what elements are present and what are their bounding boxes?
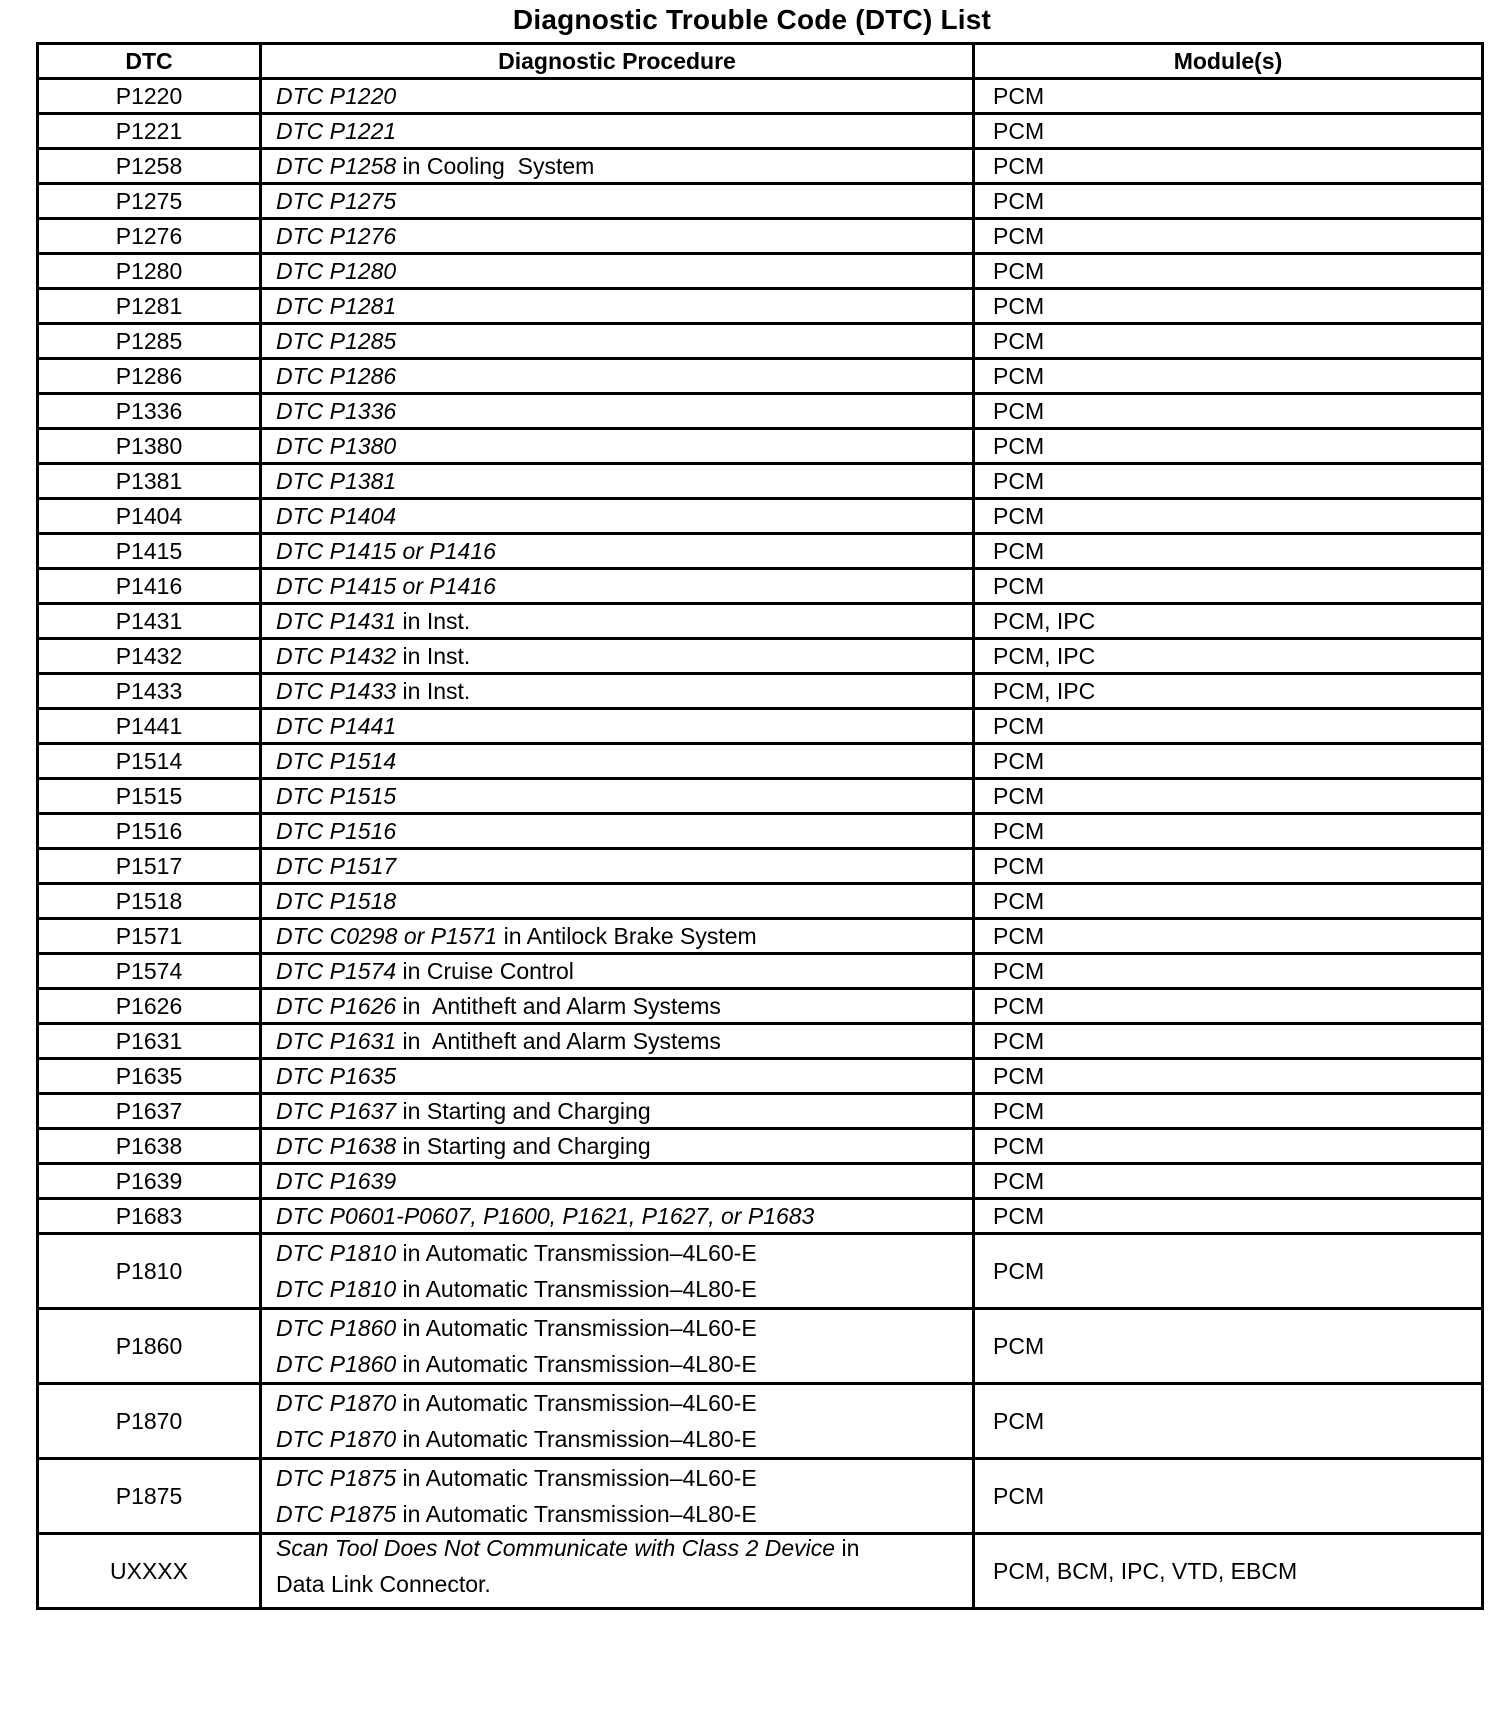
modules-cell: PCM	[974, 954, 1483, 989]
procedure-reference-link: DTC P1875	[276, 1465, 397, 1491]
procedure-line	[276, 1133, 958, 1160]
procedure-line	[276, 1310, 958, 1346]
table-row	[38, 324, 1483, 359]
procedure-location-text: in Automatic Transmission–4L60-E	[396, 1315, 757, 1341]
procedure-line	[276, 783, 958, 810]
procedure-cell	[261, 149, 974, 184]
procedure-line	[276, 643, 958, 670]
table-row	[38, 884, 1483, 919]
table-header-row	[38, 44, 1483, 79]
modules-cell: PCM, IPC	[974, 639, 1483, 674]
modules-cell: PCM, IPC	[974, 674, 1483, 709]
procedure-cell	[261, 569, 974, 604]
modules-cell: PCM	[974, 464, 1483, 499]
procedure-cell	[261, 114, 974, 149]
procedure-reference-link: DTC P1515	[276, 782, 397, 809]
procedure-cell	[261, 1309, 974, 1384]
procedure-line	[276, 1203, 958, 1230]
modules-cell: PCM, IPC	[974, 604, 1483, 639]
table-row	[38, 1384, 1483, 1459]
procedure-reference-link: DTC P1870	[276, 1390, 397, 1416]
procedure-cell	[261, 639, 974, 674]
dtc-code-cell: P1416	[38, 569, 261, 604]
dtc-code-cell: P1431	[38, 604, 261, 639]
column-header-procedure: Diagnostic Procedure	[261, 44, 974, 79]
procedure-line	[276, 363, 958, 390]
procedure-line	[276, 748, 958, 775]
procedure-cell	[261, 254, 974, 289]
procedure-reference-link: DTC P1860	[276, 1315, 397, 1341]
procedure-line	[276, 678, 958, 705]
modules-cell: PCM	[974, 744, 1483, 779]
procedure-cell	[261, 1059, 974, 1094]
modules-cell: PCM	[974, 1094, 1483, 1129]
procedure-reference-link: Scan Tool Does Not Communicate with Class 2 Device	[276, 1535, 836, 1561]
table-row	[38, 1199, 1483, 1234]
procedure-cell	[261, 1164, 974, 1199]
procedure-cell	[261, 1384, 974, 1459]
dtc-code-cell: P1639	[38, 1164, 261, 1199]
table-row	[38, 394, 1483, 429]
procedure-reference-link: DTC P1514	[276, 747, 397, 774]
dtc-code-cell: P1516	[38, 814, 261, 849]
procedure-reference-link: DTC P1631	[276, 1027, 397, 1054]
dtc-code-cell: P1276	[38, 219, 261, 254]
table-row	[38, 569, 1483, 604]
dtc-code-cell: P1258	[38, 149, 261, 184]
column-header-modules: Module(s)	[974, 44, 1483, 79]
table-row	[38, 779, 1483, 814]
modules-cell: PCM	[974, 289, 1483, 324]
procedure-line	[276, 1421, 958, 1457]
procedure-reference-link: DTC P1517	[276, 852, 397, 879]
modules-cell: PCM	[974, 149, 1483, 184]
procedure-line	[276, 958, 958, 985]
dtc-code-cell: P1631	[38, 1024, 261, 1059]
procedure-cell	[261, 744, 974, 779]
table-row	[38, 499, 1483, 534]
modules-cell: PCM	[974, 114, 1483, 149]
procedure-reference-link: DTC P1220	[276, 82, 397, 109]
procedure-line	[276, 1385, 958, 1421]
modules-cell: PCM	[974, 1164, 1483, 1199]
modules-cell: PCM	[974, 1234, 1483, 1309]
procedure-reference-link: DTC P1639	[276, 1167, 397, 1194]
modules-cell: PCM	[974, 254, 1483, 289]
procedure-location-text: in Automatic Transmission–4L80-E	[396, 1501, 757, 1527]
dtc-code-cell: P1275	[38, 184, 261, 219]
table-row	[38, 639, 1483, 674]
procedure-cell	[261, 394, 974, 429]
table-row	[38, 534, 1483, 569]
procedure-line	[276, 1571, 958, 1607]
modules-cell: PCM	[974, 1129, 1483, 1164]
procedure-reference-link: DTC P1380	[276, 432, 397, 459]
procedure-line	[276, 1028, 958, 1055]
modules-cell: PCM	[974, 219, 1483, 254]
procedure-line	[276, 888, 958, 915]
procedure-line	[276, 398, 958, 425]
procedure-location-text: in Automatic Transmission–4L60-E	[396, 1240, 757, 1266]
procedure-reference-link: DTC P1626	[276, 992, 397, 1019]
dtc-code-cell: P1404	[38, 499, 261, 534]
procedure-line	[276, 1496, 958, 1532]
procedure-cell	[261, 324, 974, 359]
procedure-location-text: in Automatic Transmission–4L80-E	[396, 1426, 757, 1452]
dtc-code-cell: P1432	[38, 639, 261, 674]
modules-cell: PCM	[974, 1384, 1483, 1459]
modules-cell: PCM	[974, 1059, 1483, 1094]
procedure-reference-link: DTC P1286	[276, 362, 397, 389]
procedure-reference-link: DTC P1870	[276, 1426, 397, 1452]
procedure-location-text: in Inst.	[396, 677, 471, 704]
procedure-line	[276, 923, 958, 950]
procedure-cell	[261, 1534, 974, 1609]
procedure-reference-link: DTC P1280	[276, 257, 397, 284]
table-row	[38, 464, 1483, 499]
procedure-line	[276, 223, 958, 250]
procedure-cell	[261, 1129, 974, 1164]
modules-cell: PCM	[974, 849, 1483, 884]
procedure-location-text: Data Link Connector.	[276, 1571, 491, 1597]
procedure-line	[276, 258, 958, 285]
modules-cell: PCM	[974, 884, 1483, 919]
table-body	[38, 79, 1483, 1609]
procedure-cell	[261, 79, 974, 114]
procedure-line	[276, 1168, 958, 1195]
procedure-reference-link: DTC P1516	[276, 817, 397, 844]
procedure-location-text: in Inst.	[396, 642, 471, 669]
procedure-cell	[261, 849, 974, 884]
procedure-line	[276, 83, 958, 110]
procedure-reference-link: DTC P1381	[276, 467, 397, 494]
modules-cell: PCM	[974, 1024, 1483, 1059]
procedure-line	[276, 853, 958, 880]
table-row	[38, 1534, 1483, 1609]
procedure-line	[276, 118, 958, 145]
modules-cell: PCM	[974, 1199, 1483, 1234]
procedure-reference-link: DTC P1810	[276, 1276, 397, 1302]
table-row	[38, 149, 1483, 184]
table-row	[38, 1309, 1483, 1384]
procedure-line	[276, 1235, 958, 1271]
table-row	[38, 114, 1483, 149]
procedure-cell	[261, 219, 974, 254]
procedure-line	[276, 293, 958, 320]
table-row	[38, 254, 1483, 289]
table-row	[38, 1164, 1483, 1199]
procedure-cell	[261, 184, 974, 219]
procedure-location-text: in Inst.	[396, 607, 471, 634]
table-row	[38, 1024, 1483, 1059]
modules-cell: PCM	[974, 394, 1483, 429]
procedure-reference-link: DTC P1221	[276, 117, 397, 144]
procedure-reference-link: DTC P1432	[276, 642, 397, 669]
dtc-code-cell: P1638	[38, 1129, 261, 1164]
table-row	[38, 289, 1483, 324]
dtc-code-cell: P1280	[38, 254, 261, 289]
procedure-line	[276, 1063, 958, 1090]
dtc-code-cell: P1635	[38, 1059, 261, 1094]
dtc-code-cell: P1571	[38, 919, 261, 954]
procedure-cell	[261, 604, 974, 639]
table-row	[38, 79, 1483, 114]
procedure-location-text: in Cruise Control	[396, 957, 574, 984]
procedure-cell	[261, 884, 974, 919]
dtc-code-cell: P1683	[38, 1199, 261, 1234]
procedure-location-text: in Cooling System	[396, 152, 595, 179]
procedure-reference-link: DTC P1635	[276, 1062, 397, 1089]
dtc-code-cell: P1875	[38, 1459, 261, 1534]
dtc-code-cell: P1221	[38, 114, 261, 149]
modules-cell: PCM	[974, 709, 1483, 744]
procedure-reference-link: DTC P1637	[276, 1097, 397, 1124]
table-row	[38, 184, 1483, 219]
procedure-line	[276, 608, 958, 635]
modules-cell: PCM	[974, 534, 1483, 569]
procedure-reference-link: DTC P1415 or P1416	[276, 572, 496, 599]
procedure-location-text: in Antitheft and Alarm Systems	[396, 1027, 721, 1054]
procedure-line	[276, 1346, 958, 1382]
modules-cell: PCM, BCM, IPC, VTD, EBCM	[974, 1534, 1483, 1609]
procedure-line	[276, 1460, 958, 1496]
table-row	[38, 1459, 1483, 1534]
procedure-line	[276, 153, 958, 180]
procedure-reference-link: DTC P0601-P0607, P1600, P1621, P1627, or P1683	[276, 1202, 815, 1229]
procedure-reference-link: DTC P1431	[276, 607, 397, 634]
dtc-code-cell: P1574	[38, 954, 261, 989]
dtc-code-cell: P1281	[38, 289, 261, 324]
column-header-dtc: DTC	[38, 44, 261, 79]
table-row	[38, 709, 1483, 744]
dtc-code-cell: P1433	[38, 674, 261, 709]
procedure-cell	[261, 779, 974, 814]
page-title: Diagnostic Trouble Code (DTC) List	[512, 4, 992, 35]
procedure-cell	[261, 989, 974, 1024]
procedure-reference-link: DTC P1638	[276, 1132, 397, 1159]
procedure-cell	[261, 1199, 974, 1234]
dtc-code-cell: P1286	[38, 359, 261, 394]
dtc-code-cell: P1441	[38, 709, 261, 744]
modules-cell: PCM	[974, 429, 1483, 464]
dtc-code-cell: P1870	[38, 1384, 261, 1459]
procedure-location-text: in Automatic Transmission–4L80-E	[396, 1276, 757, 1302]
modules-cell: PCM	[974, 324, 1483, 359]
dtc-code-cell: P1637	[38, 1094, 261, 1129]
table-row	[38, 219, 1483, 254]
procedure-cell	[261, 1234, 974, 1309]
procedure-reference-link: DTC P1275	[276, 187, 397, 214]
procedure-cell	[261, 534, 974, 569]
procedure-location-text: in	[835, 1535, 860, 1561]
procedure-reference-link: DTC P1285	[276, 327, 397, 354]
procedure-reference-link: DTC P1276	[276, 222, 397, 249]
dtc-code-cell: P1220	[38, 79, 261, 114]
table-row	[38, 674, 1483, 709]
table-row	[38, 919, 1483, 954]
procedure-reference-link: DTC P1441	[276, 712, 397, 739]
procedure-line	[276, 993, 958, 1020]
table-row	[38, 1234, 1483, 1309]
procedure-location-text: in Antilock Brake System	[497, 922, 757, 949]
modules-cell: PCM	[974, 779, 1483, 814]
dtc-code-cell: P1860	[38, 1309, 261, 1384]
procedure-line	[276, 1098, 958, 1125]
procedure-reference-link: DTC P1336	[276, 397, 397, 424]
dtc-code-cell: P1415	[38, 534, 261, 569]
table-row	[38, 1129, 1483, 1164]
procedure-line	[276, 188, 958, 215]
procedure-line	[276, 503, 958, 530]
table-row	[38, 744, 1483, 779]
procedure-line	[276, 433, 958, 460]
procedure-line	[276, 328, 958, 355]
procedure-cell	[261, 1459, 974, 1534]
dtc-code-cell: P1810	[38, 1234, 261, 1309]
procedure-reference-link: DTC P1404	[276, 502, 397, 529]
table-row	[38, 1094, 1483, 1129]
procedure-cell	[261, 429, 974, 464]
procedure-location-text: in Starting and Charging	[396, 1097, 651, 1124]
modules-cell: PCM	[974, 919, 1483, 954]
procedure-reference-link: DTC P1574	[276, 957, 397, 984]
procedure-cell	[261, 289, 974, 324]
procedure-cell	[261, 954, 974, 989]
modules-cell: PCM	[974, 499, 1483, 534]
modules-cell: PCM	[974, 184, 1483, 219]
procedure-line	[276, 818, 958, 845]
dtc-code-cell: P1336	[38, 394, 261, 429]
table-row	[38, 359, 1483, 394]
procedure-line	[276, 538, 958, 565]
procedure-reference-link: DTC P1433	[276, 677, 397, 704]
dtc-code-cell: P1518	[38, 884, 261, 919]
procedure-cell	[261, 674, 974, 709]
modules-cell: PCM	[974, 1459, 1483, 1534]
procedure-location-text: in Automatic Transmission–4L60-E	[396, 1465, 757, 1491]
table-row	[38, 989, 1483, 1024]
procedure-line	[276, 713, 958, 740]
procedure-reference-link: DTC P1810	[276, 1240, 397, 1266]
dtc-code-cell: P1285	[38, 324, 261, 359]
procedure-location-text: in Starting and Charging	[396, 1132, 651, 1159]
procedure-reference-link: DTC P1415 or P1416	[276, 537, 496, 564]
modules-cell: PCM	[974, 79, 1483, 114]
procedure-reference-link: DTC P1281	[276, 292, 397, 319]
procedure-line	[276, 1271, 958, 1307]
procedure-cell	[261, 1024, 974, 1059]
procedure-cell	[261, 499, 974, 534]
procedure-line	[276, 468, 958, 495]
table-row	[38, 429, 1483, 464]
procedure-location-text: in Automatic Transmission–4L80-E	[396, 1351, 757, 1377]
procedure-line	[276, 573, 958, 600]
procedure-cell	[261, 919, 974, 954]
dtc-table	[36, 42, 1484, 1610]
dtc-code-cell: P1381	[38, 464, 261, 499]
dtc-code-cell: UXXXX	[38, 1534, 261, 1609]
dtc-code-cell: P1517	[38, 849, 261, 884]
dtc-code-cell: P1626	[38, 989, 261, 1024]
dtc-code-cell: P1515	[38, 779, 261, 814]
table-row	[38, 604, 1483, 639]
procedure-cell	[261, 814, 974, 849]
procedure-line	[276, 1535, 958, 1571]
procedure-location-text: in Automatic Transmission–4L60-E	[396, 1390, 757, 1416]
table-row	[38, 954, 1483, 989]
procedure-reference-link: DTC P1258	[276, 152, 397, 179]
table-row	[38, 849, 1483, 884]
procedure-cell	[261, 709, 974, 744]
procedure-cell	[261, 359, 974, 394]
procedure-cell	[261, 1094, 974, 1129]
modules-cell: PCM	[974, 989, 1483, 1024]
procedure-reference-link: DTC C0298 or P1571	[276, 922, 498, 949]
modules-cell: PCM	[974, 569, 1483, 604]
dtc-code-cell: P1380	[38, 429, 261, 464]
table-row	[38, 814, 1483, 849]
procedure-cell	[261, 464, 974, 499]
procedure-location-text: in Antitheft and Alarm Systems	[396, 992, 721, 1019]
modules-cell: PCM	[974, 1309, 1483, 1384]
modules-cell: PCM	[974, 814, 1483, 849]
procedure-reference-link: DTC P1860	[276, 1351, 397, 1377]
dtc-code-cell: P1514	[38, 744, 261, 779]
modules-cell: PCM	[974, 359, 1483, 394]
procedure-reference-link: DTC P1518	[276, 887, 397, 914]
table-row	[38, 1059, 1483, 1094]
procedure-reference-link: DTC P1875	[276, 1501, 397, 1527]
